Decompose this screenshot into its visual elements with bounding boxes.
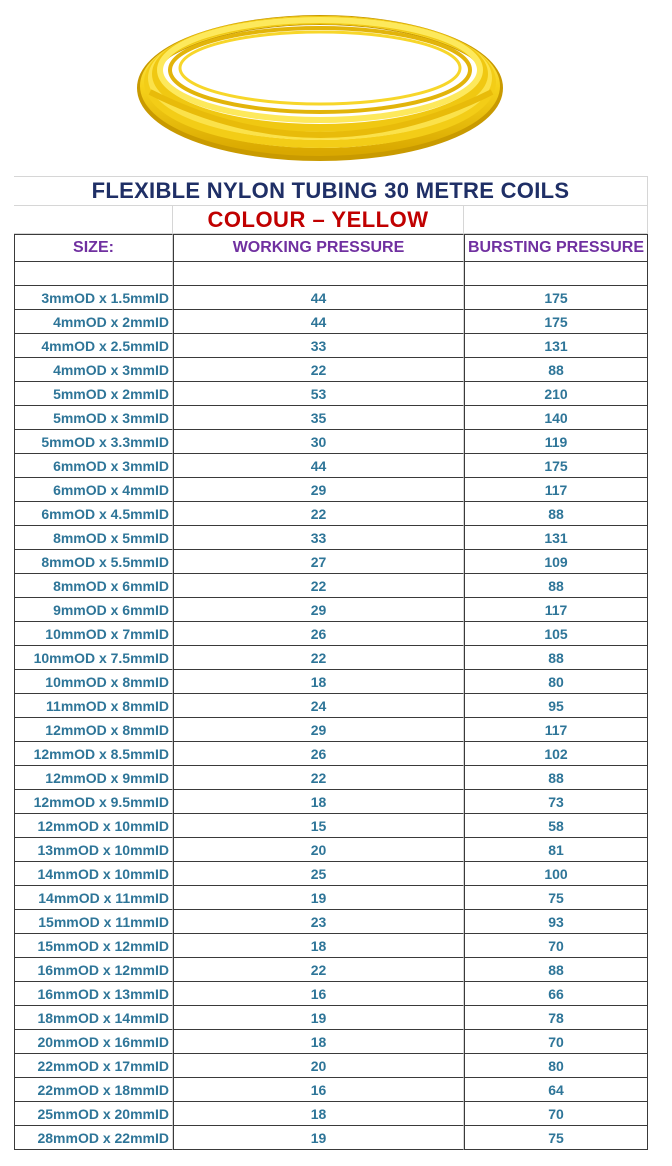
table-row [14, 430, 648, 454]
table-row [14, 1126, 648, 1150]
colour-row [14, 206, 648, 234]
working-pressure-cell: 35 [173, 406, 464, 430]
table-row [14, 694, 648, 718]
table-title: FLEXIBLE NYLON TUBING 30 METRE COILS [91, 177, 570, 203]
size-cell: 8mmOD x 6mmID [14, 574, 173, 598]
bursting-pressure-cell: 81 [464, 838, 648, 862]
yellow-tubing-coil-icon [130, 8, 510, 168]
bursting-pressure-cell: 58 [464, 814, 648, 838]
size-cell: 14mmOD x 11mmID [14, 886, 173, 910]
size-cell: 22mmOD x 18mmID [14, 1078, 173, 1102]
bursting-pressure-cell: 210 [464, 382, 648, 406]
table-row [14, 766, 648, 790]
working-pressure-cell: 33 [173, 334, 464, 358]
table-row [14, 718, 648, 742]
working-pressure-cell: 18 [173, 934, 464, 958]
table-row [14, 1102, 648, 1126]
size-cell: 16mmOD x 12mmID [14, 958, 173, 982]
size-cell: 20mmOD x 16mmID [14, 1030, 173, 1054]
size-cell: 9mmOD x 6mmID [14, 598, 173, 622]
table-row [14, 598, 648, 622]
size-cell: 10mmOD x 7.5mmID [14, 646, 173, 670]
bursting-pressure-cell: 88 [464, 958, 648, 982]
bursting-pressure-cell: 88 [464, 502, 648, 526]
size-cell: 12mmOD x 8.5mmID [14, 742, 173, 766]
working-pressure-cell: 20 [173, 838, 464, 862]
bursting-pressure-cell: 80 [464, 670, 648, 694]
bursting-pressure-cell: 117 [464, 478, 648, 502]
working-pressure-header: WORKING PRESSURE [173, 234, 464, 262]
size-cell: 3mmOD x 1.5mmID [14, 286, 173, 310]
working-pressure-cell: 30 [173, 430, 464, 454]
table-row [14, 454, 648, 478]
bursting-pressure-cell: 105 [464, 622, 648, 646]
table-row [14, 1030, 648, 1054]
size-cell: 8mmOD x 5mmID [14, 526, 173, 550]
table-row [14, 334, 648, 358]
size-cell: 5mmOD x 3mmID [14, 406, 173, 430]
pressure-table [14, 176, 648, 1152]
working-pressure-cell: 29 [173, 478, 464, 502]
header-row [14, 234, 648, 262]
table-row [14, 550, 648, 574]
table-row [14, 622, 648, 646]
working-pressure-cell: 23 [173, 910, 464, 934]
size-cell: 15mmOD x 11mmID [14, 910, 173, 934]
table-row [14, 934, 648, 958]
table-row [14, 958, 648, 982]
table-row [14, 670, 648, 694]
size-cell: 28mmOD x 22mmID [14, 1126, 173, 1150]
working-pressure-cell: 44 [173, 286, 464, 310]
size-cell: 11mmOD x 8mmID [14, 694, 173, 718]
bursting-pressure-cell: 119 [464, 430, 648, 454]
title-row [14, 176, 648, 206]
working-pressure-cell: 26 [173, 622, 464, 646]
size-cell: 18mmOD x 14mmID [14, 1006, 173, 1030]
working-pressure-cell: 15 [173, 814, 464, 838]
size-cell: 12mmOD x 9.5mmID [14, 790, 173, 814]
bursting-pressure-cell: 131 [464, 334, 648, 358]
bursting-pressure-cell: 175 [464, 310, 648, 334]
working-pressure-cell: 16 [173, 982, 464, 1006]
working-pressure-cell: 27 [173, 550, 464, 574]
bursting-pressure-header: BURSTING PRESSURE [464, 234, 648, 262]
blank-row [14, 262, 648, 286]
table-row [14, 478, 648, 502]
bursting-pressure-cell: 88 [464, 574, 648, 598]
working-pressure-cell: 24 [173, 694, 464, 718]
bursting-pressure-cell: 70 [464, 1102, 648, 1126]
size-cell: 25mmOD x 20mmID [14, 1102, 173, 1126]
working-pressure-cell: 18 [173, 670, 464, 694]
table-row [14, 1006, 648, 1030]
size-cell: 16mmOD x 13mmID [14, 982, 173, 1006]
working-pressure-cell: 19 [173, 886, 464, 910]
bursting-pressure-cell: 117 [464, 598, 648, 622]
bursting-pressure-cell: 100 [464, 862, 648, 886]
size-cell: 4mmOD x 2.5mmID [14, 334, 173, 358]
table-row [14, 886, 648, 910]
working-pressure-cell: 20 [173, 1054, 464, 1078]
size-cell: 12mmOD x 10mmID [14, 814, 173, 838]
table-row [14, 406, 648, 430]
bursting-pressure-cell: 88 [464, 358, 648, 382]
table-row [14, 502, 648, 526]
size-cell: 5mmOD x 2mmID [14, 382, 173, 406]
working-pressure-cell: 16 [173, 1078, 464, 1102]
bursting-pressure-cell: 109 [464, 550, 648, 574]
size-cell: 10mmOD x 8mmID [14, 670, 173, 694]
bursting-pressure-cell: 175 [464, 454, 648, 478]
table-row [14, 1054, 648, 1078]
size-cell: 6mmOD x 4.5mmID [14, 502, 173, 526]
bursting-pressure-cell: 140 [464, 406, 648, 430]
size-cell: 5mmOD x 3.3mmID [14, 430, 173, 454]
bursting-pressure-cell: 75 [464, 886, 648, 910]
table-row [14, 814, 648, 838]
size-cell: 12mmOD x 8mmID [14, 718, 173, 742]
size-cell: 4mmOD x 3mmID [14, 358, 173, 382]
working-pressure-cell: 44 [173, 310, 464, 334]
bursting-pressure-cell: 64 [464, 1078, 648, 1102]
bursting-pressure-cell: 75 [464, 1126, 648, 1150]
bursting-pressure-cell: 73 [464, 790, 648, 814]
working-pressure-cell: 26 [173, 742, 464, 766]
working-pressure-cell: 22 [173, 766, 464, 790]
table-row [14, 862, 648, 886]
table-row [14, 1078, 648, 1102]
working-pressure-cell: 29 [173, 718, 464, 742]
size-cell: 6mmOD x 4mmID [14, 478, 173, 502]
working-pressure-cell: 33 [173, 526, 464, 550]
working-pressure-cell: 22 [173, 358, 464, 382]
table-row [14, 838, 648, 862]
working-pressure-cell: 53 [173, 382, 464, 406]
bursting-pressure-cell: 93 [464, 910, 648, 934]
bursting-pressure-cell: 78 [464, 1006, 648, 1030]
working-pressure-cell: 18 [173, 790, 464, 814]
table-row [14, 526, 648, 550]
working-pressure-cell: 19 [173, 1126, 464, 1150]
table-row [14, 646, 648, 670]
bursting-pressure-cell: 80 [464, 1054, 648, 1078]
size-cell: 14mmOD x 10mmID [14, 862, 173, 886]
bursting-pressure-cell: 88 [464, 646, 648, 670]
working-pressure-cell: 22 [173, 574, 464, 598]
working-pressure-cell: 29 [173, 598, 464, 622]
size-cell: 22mmOD x 17mmID [14, 1054, 173, 1078]
working-pressure-cell: 18 [173, 1030, 464, 1054]
working-pressure-cell: 19 [173, 1006, 464, 1030]
table-row [14, 790, 648, 814]
table-row [14, 574, 648, 598]
bursting-pressure-cell: 102 [464, 742, 648, 766]
table-row [14, 358, 648, 382]
working-pressure-cell: 22 [173, 502, 464, 526]
bursting-pressure-cell: 175 [464, 286, 648, 310]
size-cell: 15mmOD x 12mmID [14, 934, 173, 958]
size-cell: 8mmOD x 5.5mmID [14, 550, 173, 574]
working-pressure-cell: 22 [173, 646, 464, 670]
working-pressure-cell: 25 [173, 862, 464, 886]
bursting-pressure-cell: 131 [464, 526, 648, 550]
table-row [14, 286, 648, 310]
size-cell: 10mmOD x 7mmID [14, 622, 173, 646]
table-row [14, 310, 648, 334]
bursting-pressure-cell: 70 [464, 1030, 648, 1054]
bursting-pressure-cell: 70 [464, 934, 648, 958]
working-pressure-cell: 18 [173, 1102, 464, 1126]
table-row [14, 910, 648, 934]
working-pressure-cell: 22 [173, 958, 464, 982]
bursting-pressure-cell: 66 [464, 982, 648, 1006]
working-pressure-cell: 44 [173, 454, 464, 478]
size-header: SIZE: [14, 234, 173, 262]
colour-label: COLOUR – YELLOW [207, 206, 429, 232]
table-row [14, 382, 648, 406]
table-row [14, 982, 648, 1006]
size-cell: 4mmOD x 2mmID [14, 310, 173, 334]
table-row [14, 742, 648, 766]
size-cell: 6mmOD x 3mmID [14, 454, 173, 478]
bursting-pressure-cell: 95 [464, 694, 648, 718]
size-cell: 13mmOD x 10mmID [14, 838, 173, 862]
size-cell: 12mmOD x 9mmID [14, 766, 173, 790]
bursting-pressure-cell: 88 [464, 766, 648, 790]
bursting-pressure-cell: 117 [464, 718, 648, 742]
